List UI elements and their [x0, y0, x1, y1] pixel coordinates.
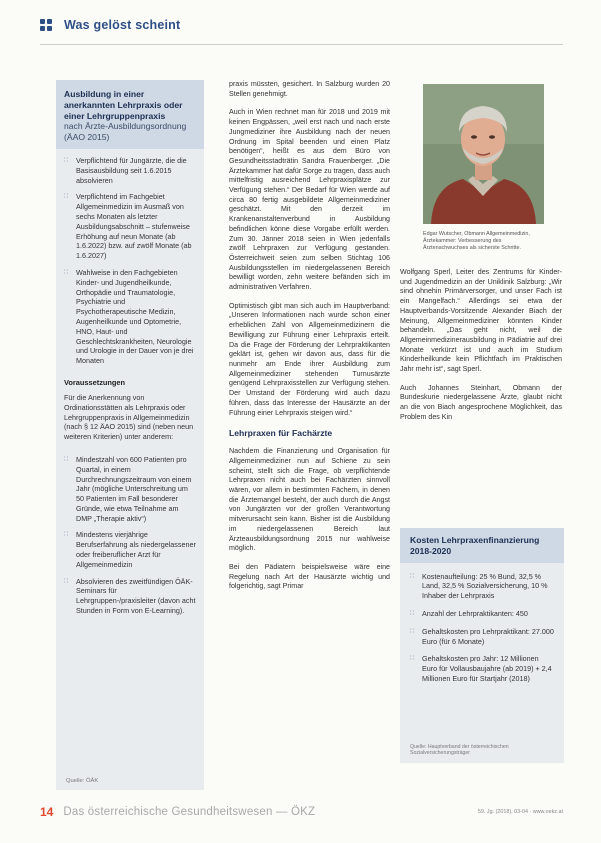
article-paragraph: Optimistisch gibt man sich auch im Hauptverband: „Unseren Informationen nach wurde schon einer erheblichen Zahl von Allgemeinmedizinern die Bewilligung zur Führung einer Lehrpraxis erteilt. Da die Frage der Förderung der Lehrpraktikanten geklärt ist, gehen wir davon aus, dass für die nunmehr am Ende ihrer Ausbildung zum Allgemeinmediziner stehenden Turnusärzte genügend Lehrpraxisstellen zur Verfügung stehen. Der Umstand der Förderung wird auch dazu führen, dass das Interesse der Hausärzte an der Führung einer Lehrpraxis steigen wird.“	[229, 301, 390, 417]
training-box-title: Ausbildung in einer anerkannten Lehrpraxis oder einer Lehrgruppenpraxis	[64, 89, 183, 121]
training-box-subtitle: nach Ärzte-Ausbildungsordnung (ÄAO 2015)	[64, 121, 187, 143]
cost-box-title: Kosten Lehrpraxenfinanzierung 2018-2020	[400, 528, 564, 563]
article-paragraph: Auch in Wien rechnet man für 2018 und 2019 mit keinen Engpässen, „weil erst nach und nach erste Jungmediziner ihre Ausbildung nach der neuen Ordnung im Spital beenden und einen Platz benötigen“, heißt es aus dem Büro von Gesundheitsstadträtin Sandra Frauenberger. „Die Ärztekammer hat dafür Sorge zu tragen, dass auch mittelfristig ausreichend Lehrpraxisplätze zur Verfügung stehen.“ Der Bedarf für Wien werde auf circa 80 fertig ausgebildete Allgemeinmediziner geschätzt. Mit den derzeit im Krankenanstaltenverbund in Ausbildung befindlichen könne diese Vorgabe erfüllt werden. Zum 30. Jänner 2018 seien in Wien jedenfalls zwölf Lehrpraxen zur Verfügung gestanden. Österreichweit seien zum selben Stichtag 106 Ausbildungsstellen im niedergelassenen Bereich bewilligt worden, zehn weitere befänden sich im administrativen Verfahren.	[229, 108, 390, 292]
list-item: ∷ Kostenaufteilung: 25 % Bund, 32,5 % Land, 32,5 % Sozialversicherung, 10 % Inhaber der Lehrpraxis	[410, 572, 554, 601]
training-box-header	[56, 80, 204, 149]
training-requirements-list	[56, 149, 204, 366]
list-item: ∷ Gehaltskosten pro Lehrpraktikant: 27.000 Euro (für 6 Monate)	[410, 627, 554, 647]
section-title: Was gelöst scheint	[64, 18, 181, 32]
photo-caption: Edgar Wutscher, Obmann Allgemeinmedizin, Ärztekammer: Verbesserung des Ärztenachwuchses als sicherste Schritte.	[423, 231, 530, 251]
page-number: 14	[40, 805, 54, 819]
article-column-middle	[229, 80, 390, 601]
list-item: ∷ Anzahl der Lehrpraktikanten: 450	[410, 609, 554, 619]
source-note: Quelle: ÖÄK	[66, 778, 99, 784]
source-note: Quelle: Hauptverband der österreichischen Sozialversicherungsträger	[410, 743, 509, 757]
list-item: ∷ Absolvieren des zweitfündigen ÖÄK-Seminars für Lehrgruppen-/praxisleiter (davon acht Stunden in Form von E-Learning).	[64, 577, 196, 616]
portrait-photo	[423, 84, 544, 224]
article-paragraph: Bei den Pädiatern beispielsweise wäre eine Regelung nach Art der Hausärzte wichtig und folgerichtig, sagt Primar	[229, 562, 390, 591]
prerequisites-heading: Voraussetzungen	[64, 377, 126, 387]
article-paragraph: Wolfgang Sperl, Leiter des Zentrums für Kinder- und Jugendmedizin an der Uniklinik Salzburg: „Wir sind ohnehin Primärversorger, und unser Fach ist ein Mangelfach.“ Allerdings sei etwa der Hauptverbands-Vorsitzende Alexander Biach der Meinung, Allgemeinmediziner könnten Kinder behandeln. „Das geht nicht, weil die Allgemeinmedizinerausbildung in Pädiatrie auf drei Monate verkürzt ist und auch im Studium Kinderheilkunde kein Pflichtfach im Praktischen Jahr mehr ist“, sagt Sperl.	[400, 268, 562, 374]
article-paragraph: Auch Johannes Steinhart, Obmann der Bundeskurie niedergelassene Ärzte, glaubt nicht an die von Biach angesprochene Möglichkeit, das Problem des Kin	[400, 383, 562, 421]
section-header	[40, 18, 180, 32]
journal-title: Das österreichische Gesundheitswesen — ÖKZ	[63, 806, 316, 818]
list-item: ∷ Mindestzahl von 600 Patienten pro Quartal, in einem Durchrechnungszeitraum von einem Jahr (mögliche Unterschreitung um 50 Patienten im Fall besonderer Gründe, wie etwa Teilnahme am DMP „Therapie aktiv“)	[64, 455, 196, 524]
article-paragraph: Nachdem die Finanzierung und Organisation für Allgemeinmediziner nun auf Schiene zu sein scheint, stellt sich die Frage, ob verpflichtende Lehrpraxen nicht auch bei Fachärzten sinnvoll wären, vor allem in bestimmten Fächern, in denen die Ärztemangel besteht, der auch durch die Angst von Jungärzten vor der großen Verantwortung mitverursacht sein kann. Bisher ist die Ausbildung im niedergelassenen Bereich laut Ärzteausbildungsordnung 2015 nur wahlweise möglich.	[229, 447, 390, 553]
grid-dots-icon	[40, 19, 52, 31]
article-column-right	[400, 268, 562, 432]
list-item: ∷ Gehaltskosten pro Jahr: 12 Millionen Euro für Vollausbaujahre (ab 2019) + 2,4 Millionen Euro für Startjahr (2018)	[410, 654, 554, 683]
portrait-illustration	[423, 84, 544, 224]
list-item: ∷ Mindestens vierjährige Berufserfahrung als niedergelassener oder freiberuflicher Arzt für Allgemeinmedizin	[64, 530, 196, 569]
cost-info-box	[400, 528, 564, 763]
article-paragraph: praxis müssten, gesichert. In Salzburg wurden 20 Stellen genehmigt.	[229, 80, 390, 98]
subheading: Lehrpraxen für Fachärzte	[229, 428, 333, 439]
issue-info: 59. Jg. (2018), 03-04 · www.oekz.at	[477, 809, 563, 815]
prerequisites-list	[56, 448, 204, 616]
page-footer	[40, 802, 563, 822]
training-info-box	[56, 80, 204, 790]
list-item: ∷ Verpflichtend für Jungärzte, die die Basisausbildung seit 1.6.2015 absolvieren	[64, 156, 196, 185]
header-divider	[40, 44, 563, 45]
list-item: ∷ Verpflichtend im Fachgebiet Allgemeinmedizin im Ausmaß von sechs Monaten als letzter Ausbildungsabschnitt – stufenweise Erhöhung auf neun Monate (ab 1.6.2022) bzw. auf zwölf Monate (ab 1.6.2027)	[64, 192, 196, 261]
cost-list	[400, 563, 564, 684]
prerequisites-intro: Für die Anerkennung von Ordinationsstätten als Lehrpraxis oder Lehrgruppenpraxis in Allgemeinmedizin (nach § 12 ÄAO 2015) sind (neben neun weiteren Kriterien) unter anderem:	[64, 392, 194, 442]
list-item: ∷ Wahlweise in den Fachgebieten Kinder- und Jugendheilkunde, Orthopädie und Traumatologie, Psychiatrie und Psychotherapeutische Medizin, Augenheilkunde und Optometrie, HNO, Haut- und Geschlechtskrankheiten, Neurologie und Urologie in der Dauer von je drei Monaten	[64, 268, 196, 366]
